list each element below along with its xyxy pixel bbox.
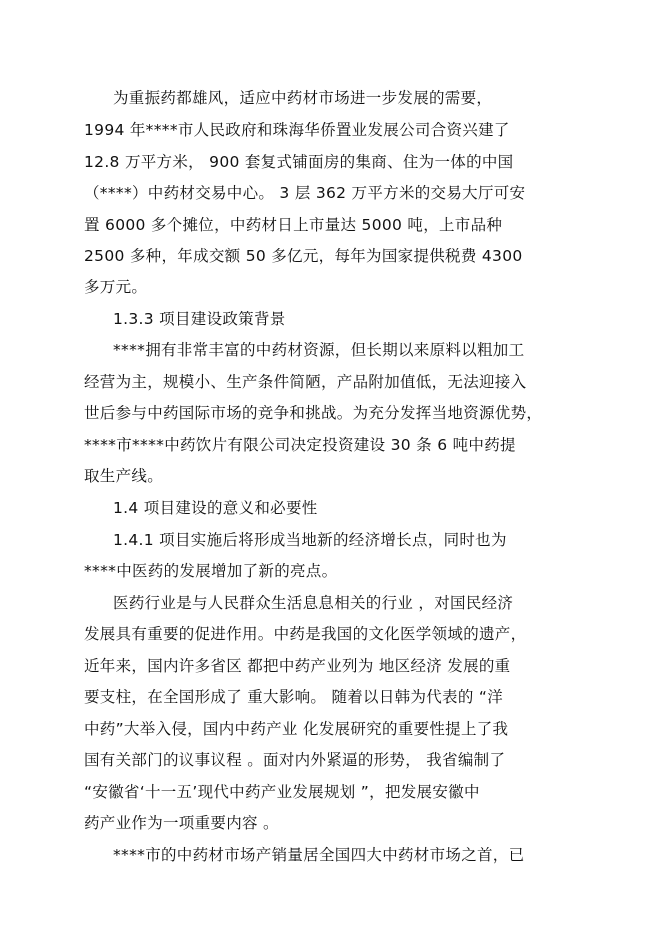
paragraph-line: ****市的中药材市场产销量居全国四大中药材市场之首，已 (113, 846, 525, 864)
paragraph-line: 要支柱，在全国形成了 重大影响。 随着以日韩为代表的 “洋 (84, 688, 504, 706)
paragraph-line: 多万元。 (84, 278, 148, 296)
paragraph-line: 2500 多种，年成交额 50 多亿元，每年为国家提供税费 4300 (84, 247, 523, 265)
paragraph-line: 近年来，国内许多省区 都把中药产业列为 地区经济 发展的重 (84, 657, 511, 675)
paragraph-line: 1.4.1 项目实施后将形成当地新的经济增长点，同时也为 (113, 531, 507, 549)
paragraph-line: 取生产线。 (84, 467, 164, 485)
paragraph-line: “安徽省‘十一五’现代中药产业发展规划 ”，把发展安徽中 (84, 783, 480, 801)
section-heading-1-4: 1.4 项目建设的意义和必要性 (113, 499, 318, 517)
section-heading-1-3-3: 1.3.3 项目建设政策背景 (113, 310, 286, 328)
paragraph-line: 医药行业是与人民群众生活息息相关的行业 ，对国民经济 (113, 594, 514, 612)
paragraph-line: 发展具有重要的促进作用。中药是我国的文化医学领域的遗产， (84, 625, 527, 643)
paragraph-line: 中药”大举入侵，国内中药产业 化发展研究的重要性提上了我 (84, 720, 509, 738)
paragraph-line: 世后参与中药国际市场的竞争和挑战。为充分发挥当地资源优势， (84, 404, 543, 422)
paragraph-line: ****拥有非常丰富的中药材资源，但长期以来原料以粗加工 (113, 341, 525, 359)
paragraph-line: 药产业作为一项重要内容 。 (84, 814, 279, 832)
paragraph-line: 为重振药都雄风，适应中药材市场进一步发展的需要， (113, 89, 493, 107)
paragraph-line: ****市****中药饮片有限公司决定投资建设 30 条 6 吨中药提 (84, 436, 516, 454)
paragraph-line: 1994 年****市人民政府和珠海华侨置业发展公司合资兴建了 (84, 121, 510, 139)
paragraph-line: 置 6000 多个摊位，中药材日上市量达 5000 吨，上市品种 (84, 216, 503, 234)
paragraph-line: （****）中药材交易中心。 3 层 362 万平方米的交易大厅可安 (84, 184, 526, 202)
paragraph-line: 国有关部门的议事议程 。面对内外紧逼的形势， 我省编制了 (84, 751, 506, 769)
paragraph-line: 12.8 万平方米， 900 套复式铺面房的集商、住为一体的中国 (84, 153, 514, 171)
paragraph-line: ****中医药的发展增加了新的亮点。 (84, 562, 338, 580)
paragraph-line: 经营为主，规模小、生产条件简陋，产品附加值低，无法迎接入 (84, 373, 527, 391)
